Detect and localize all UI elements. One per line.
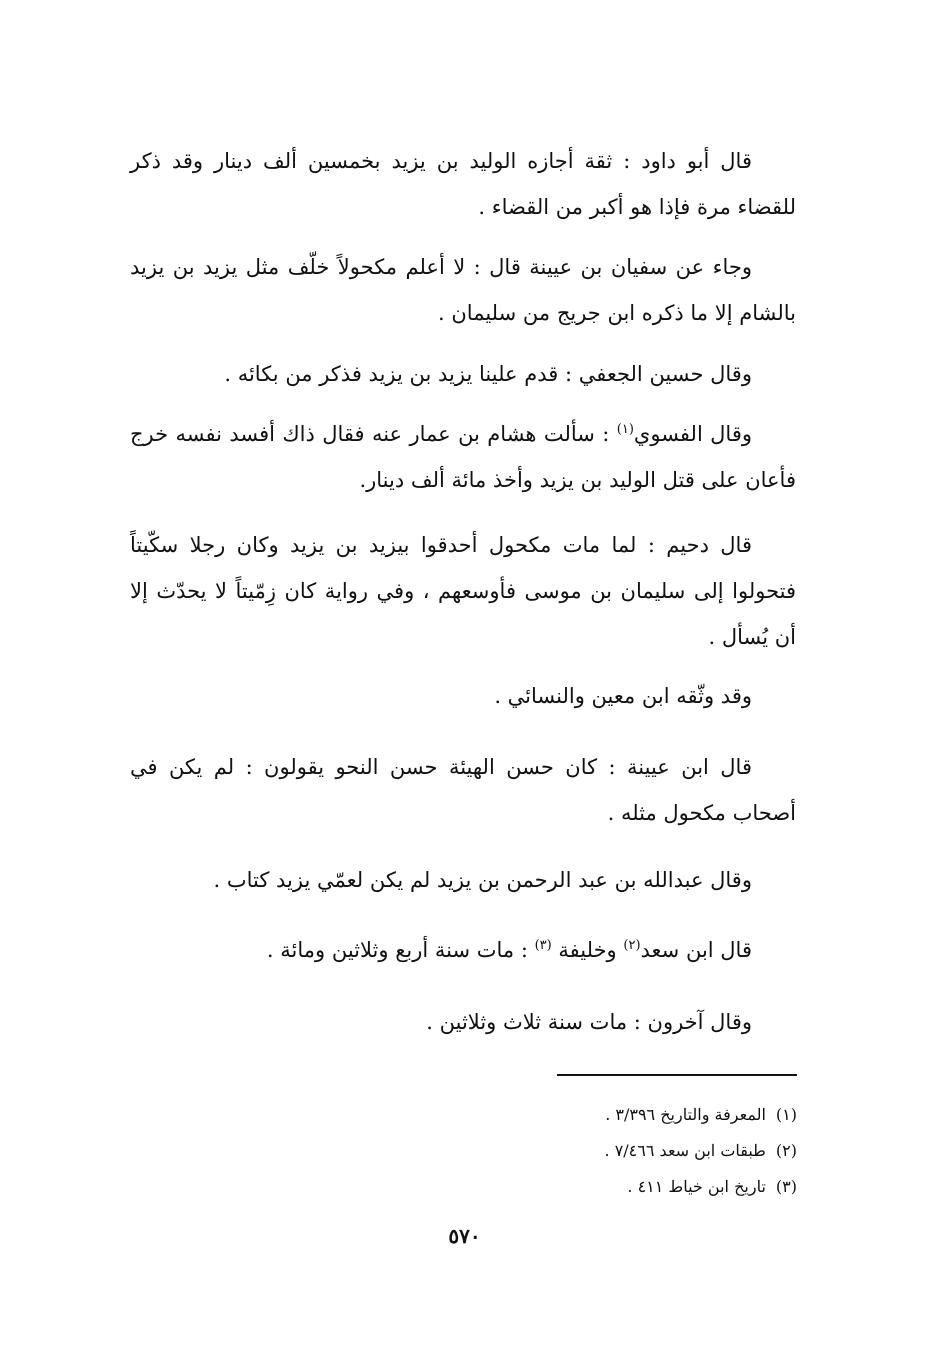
footnote-number: (١) (775, 1105, 797, 1124)
paragraph-others: وقال آخرون : مات سنة ثلاث وثلاثين . (426, 1010, 752, 1034)
footnote-number: (٢) (775, 1141, 797, 1160)
paragraph-fasawi-lead: وقال الفسوي (633, 422, 753, 446)
paragraph-sufyan: وجاء عن سفيان بن عيينة قال : لا أعلم مكحولاً خلّف مثل يزيد بن يزيد بالشام إلا ما ذكره ابن جريج من سليمان . (130, 255, 796, 325)
paragraph-ibn-sad (130, 927, 796, 973)
paragraph-husayn: وقال حسين الجعفي : قدم علينا يزيد بن يزيد فذكر من بكائه . (224, 362, 752, 386)
footnote-2 (297, 1140, 797, 1162)
footnote-text: تاريخ ابن خياط ٤١١ . (627, 1177, 766, 1196)
footnote-1 (297, 1104, 797, 1126)
footnote-ref-3[interactable]: (٣) (534, 938, 552, 953)
paragraph-ibn-sad-lead: قال ابن سعد (640, 938, 752, 962)
paragraph-ibn-sad-middle: وخليفة (551, 938, 624, 962)
footnote-ref-1[interactable]: (١) (616, 422, 634, 437)
footnote-text: المعرفة والتاريخ ٣/٣٩٦ . (605, 1105, 766, 1124)
paragraph-abu-dawud: قال أبو داود : ثقة أجازه الوليد بن يزيد بخمسين ألف دينار وقد ذكر للقضاء مرة فإذا هو أكبر من القضاء . (130, 149, 796, 219)
footnote-text: طبقات ابن سعد ٧/٤٦٦ . (604, 1141, 766, 1160)
paragraph-fasawi-rest: : سألت هشام بن عمار عنه فقال ذاك أفسد نفسه خرج فأعان على قتل الوليد بن يزيد وأخذ مائة ألف دينار. (130, 422, 796, 492)
footnote-separator (557, 1074, 797, 1076)
page-number: ٥٧٠ (448, 1224, 481, 1248)
paragraph-ibn-uyayna: قال ابن عيينة : كان حسن الهيئة حسن النحو يقولون : لم يكن في أصحاب مكحول مثله . (130, 755, 796, 825)
paragraph-duhaym: قال دحيم : لما مات مكحول أحدقوا بيزيد بن يزيد وكان رجلا سكّيتاً فتحولوا إلى سليمان بن موسى فأوسعهم ، وفي رواية كان زِمّيتاً لا يحدّث إلا أن يُسأل . (130, 533, 796, 649)
footnote-number: (٣) (775, 1177, 797, 1196)
paragraph-abdullah: وقال عبدالله بن عبد الرحمن بن يزيد لم يكن لعمّي يزيد كتاب . (213, 868, 752, 892)
footnote-ref-2[interactable]: (٢) (623, 938, 641, 953)
paragraph-fasawi (130, 411, 796, 503)
footnote-3 (297, 1176, 797, 1198)
paragraph-ibn-main: وقد وثّقه ابن معين والنسائي . (494, 684, 752, 708)
paragraph-ibn-sad-rest: : مات سنة أربع وثلاثين ومائة . (266, 938, 535, 962)
